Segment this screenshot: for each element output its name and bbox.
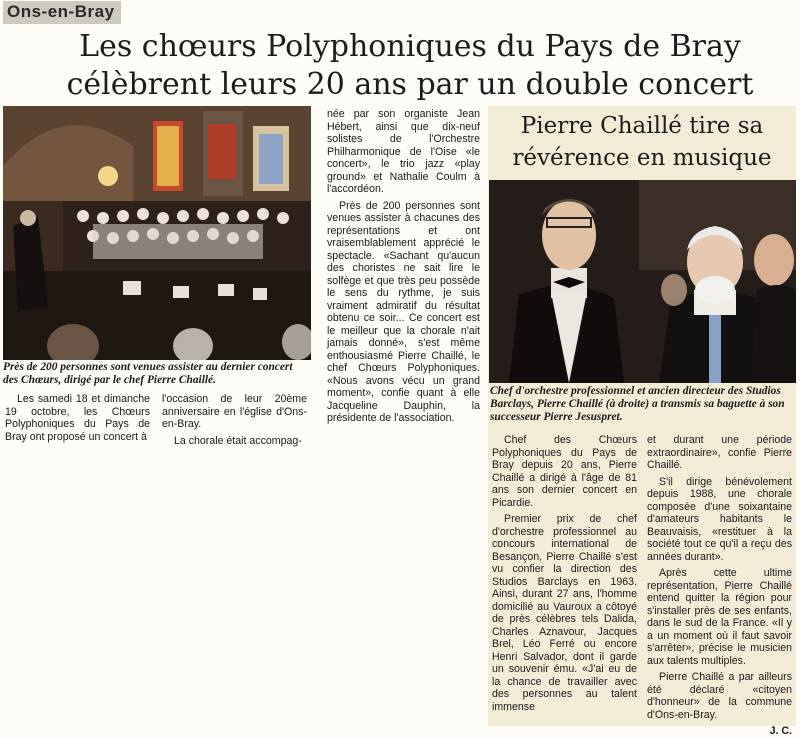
article-headline: Les chœurs Polyphoniques du Pays de Bray célèbrent leurs 20 ans par un double concert: [66, 29, 754, 102]
article-column-1: [5, 393, 150, 447]
paragraph: La chorale était accompag-: [174, 434, 302, 447]
author-signature: J. C.: [769, 725, 792, 737]
section-kicker: Ons-en-Bray: [3, 1, 121, 24]
paragraph: et durant une période extraordinaire», confie Pierre Chaillé.: [647, 434, 792, 471]
paragraph: Chef des Chœurs Polyphoniques du Pays de Bray depuis 20 ans, Pierre Chaillé a dirigé à l'âge de 81 ans son dernier concert en Picardie.: [492, 434, 637, 509]
paragraph: Pierre Chaillé a par ailleurs été déclaré «citoyen d'honneur» de la commune d'Ons-en-Bray.: [647, 671, 792, 721]
portrait-photo-caption: Chef d'orchestre professionnel et ancien directeur des Studios Barclays, Pierre Chaillé (à droite) a transmis sa baguette à son successeur Pierre Jesuspret.: [490, 385, 785, 423]
concert-photo-caption: Près de 200 personnes sont venues assister au dernier concert des Chœurs, dirigé par le chef Pierre Chaillé.: [3, 361, 293, 386]
article-column-3: [327, 108, 480, 429]
sidebar-title: Pierre Chaillé tire sa révérence en musique: [512, 113, 772, 171]
paragraph: Les samedi 18 et dimanche 19 octobre, les Chœurs Polyphoniques du Pays de Bray ont proposé un concert à: [5, 393, 150, 443]
sidebar-column-2: [647, 434, 792, 738]
portrait-photo: [489, 180, 796, 383]
paragraph: Après cette ultime représentation, Pierre Chaillé entend quitter la région pour s'installer près de ses enfants, dans le sud de la France. «Il y a un moment où il faut savoir s'arrêter», précise le musicien aux talents multiples.: [647, 567, 792, 667]
paragraph: S'il dirige bénévolement depuis 1988, une chorale composée d'une soixantaine d'amateurs habitants le Beauvaisis, «restituer à la société tout ce qu'il a reçu des années durant».: [647, 475, 792, 563]
sidebar-column-1: [492, 434, 637, 717]
article-column-2: [162, 393, 307, 451]
paragraph: née par son organiste Jean Hébert, ainsi que dix-neuf solistes de l'Orchestre Philharmonique de l'Oise «le concert», le trio jazz «play ground» et Nathalie Coulm à l'accordéon.: [327, 108, 480, 195]
paragraph: l'occasion de leur 20ème anniversaire en l'église d'Ons-en-Bray.: [162, 393, 307, 430]
concert-photo: [3, 106, 311, 360]
paragraph: Premier prix de chef d'orchestre professionnel au concours international de Besançon, Pierre Chaillé s'est vu confier la direction des Studios Barclays en 1963. Ainsi, durant 27 ans, l'homme domicilié au Vauroux a côtoyé de près célèbres tels Dalida, Charles Aznavour, Jacques Brel, Léo Ferré ou encore Henri Salvador, dont il garde un souvenir ému. «J'ai eu de la chance de travailler avec des personnes au talent immense: [492, 513, 637, 713]
paragraph: Près de 200 personnes sont venues assister à chacunes des représentations et ont vraisemblablement apprécié le spectacle. «Sachant qu'aucun des choristes ne sait lire le solfège et que très peu possède le sens du rythme, je suis vraiment admiratif du résultat obtenu ce soir... Ce concert est le meilleur que la chorale n'ait jamais donné», s'est même enthousiasmé Pierre Chaillé, le chef Chœurs Polyphoniques. «Nous avons vécu un grand moment», confie quant à elle Jacqueline Dauphin, la présidente de l'association.: [327, 199, 480, 424]
